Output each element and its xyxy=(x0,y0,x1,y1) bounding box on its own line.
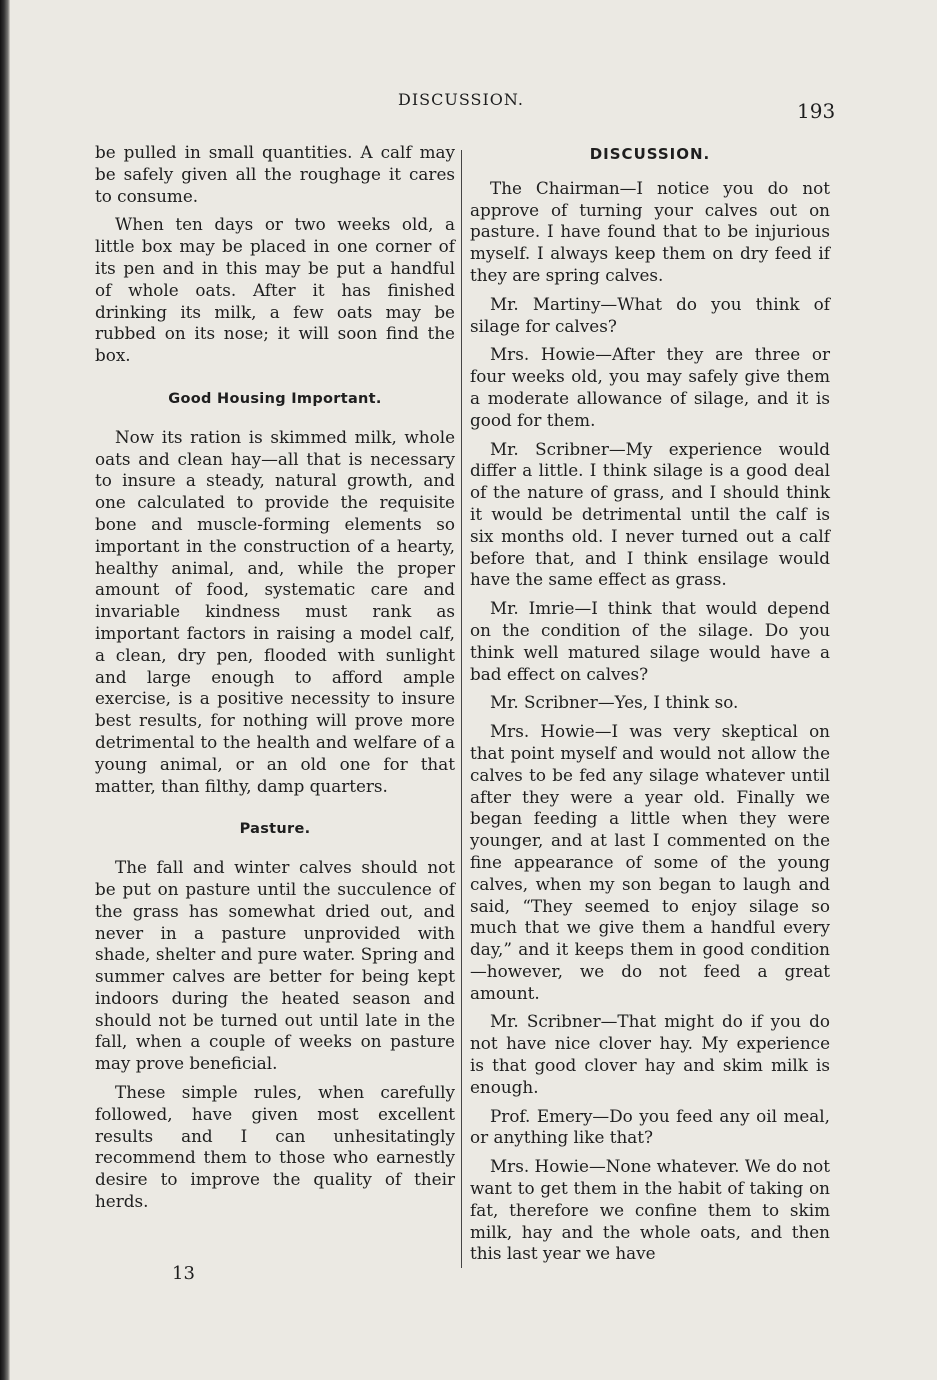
paragraph: When ten days or two weeks old, a little box may be placed in one corner of its pen and in this may be put a handful of whole oats. After it has finished drinking its milk, a few oats may be rubbed on its nose; it will soon find the box. xyxy=(95,214,455,366)
paragraph: Now its ration is skimmed milk, whole oats and clean hay—all that is necessary to insure a steady, natural growth, and one calculated to provide the requisite bone and muscle-forming elements so important in the construction of a hearty, healthy animal, and, while the proper amount of food, systematic care and invariable kindness must rank as important factors in raising a model calf, a clean, dry pen, flooded with sunlight and large enough to afford ample exercise, is a positive necessity to insure best results, for nothing will prove more detrimental to the health and welfare of a young animal, or an old one for that matter, than filthy, damp quarters. xyxy=(95,426,455,796)
paragraph: These simple rules, when carefully followed, have given most excellent results and I can unhesitatingly recommend them to those who earnestly desire to improve the quality of their herds. xyxy=(95,1082,455,1212)
paragraph: Mrs. Howie—I was very skeptical on that point myself and would not allow the calves to be fed any silage whatever until after they were a year old. Finally we began feeding a little when they were younger, and at last I commented on the fine appearance of some of the young calves, when my son began to laugh and said, “They seemed to enjoy silage so much that we give them a handful every day,” and it keeps them in good condition—however, we do not feed a great amount. xyxy=(470,721,830,1003)
paragraph: The Chairman—I notice you do not approve of turning your calves out on pasture. I have found that to be injurious myself. I always keep them on dry feed if they are spring calves. xyxy=(470,177,830,285)
paragraph: Prof. Emery—Do you feed any oil meal, or anything like that? xyxy=(470,1105,830,1148)
paragraph: Mr. Scribner—That might do if you do not have nice clover hay. My experience is that good clover hay and skim milk is enough. xyxy=(470,1011,830,1097)
discussion-heading: DISCUSSION. xyxy=(589,145,711,163)
running-head: DISCUSSION. xyxy=(398,90,524,109)
book-spine-shadow xyxy=(0,0,10,1380)
paragraph: Mr. Scribner—My experience would differ a little. I think silage is a good deal of the nature of grass, and I should think it would be detrimental until the calf is six months old. I never turned out a calf before that, and I think ensilage would have the same effect as grass. xyxy=(470,438,830,590)
section-heading: Good Housing Important. xyxy=(168,390,382,407)
section-heading: Pasture. xyxy=(239,821,311,838)
paragraph: The fall and winter calves should not be put on pasture until the succulence of the grass has somewhat dried out, and never in a pasture unprovided with shade, shelter and pure water. Spring and summer calves are better for being kept indoors during the heated season and should not be turned out until late in the fall, when a couple of weeks on pasture may prove beneficial. xyxy=(95,857,455,1074)
column-divider xyxy=(461,150,462,1268)
left-column xyxy=(95,142,455,1220)
right-column xyxy=(470,144,830,1272)
paragraph: Mr. Martiny—What do you think of silage for calves? xyxy=(470,293,830,336)
paragraph: be pulled in small quantities. A calf may be safely given all the roughage it cares to consume. xyxy=(95,142,455,206)
signature-mark: 13 xyxy=(172,1263,195,1284)
paragraph: Mr. Scribner—Yes, I think so. xyxy=(490,692,739,713)
paragraph: Mr. Imrie—I think that would depend on the condition of the silage. Do you think well matured silage would have a bad effect on calves? xyxy=(470,598,830,684)
paragraph: Mrs. Howie—After they are three or four weeks old, you may safely give them a moderate allowance of silage, and it is good for them. xyxy=(470,344,830,430)
page-number: 193 xyxy=(797,99,836,123)
paragraph: Mrs. Howie—None whatever. We do not want to get them in the habit of taking on fat, therefore we confine them to skim milk, hay and the whole oats, and then this last year we have xyxy=(470,1156,830,1264)
